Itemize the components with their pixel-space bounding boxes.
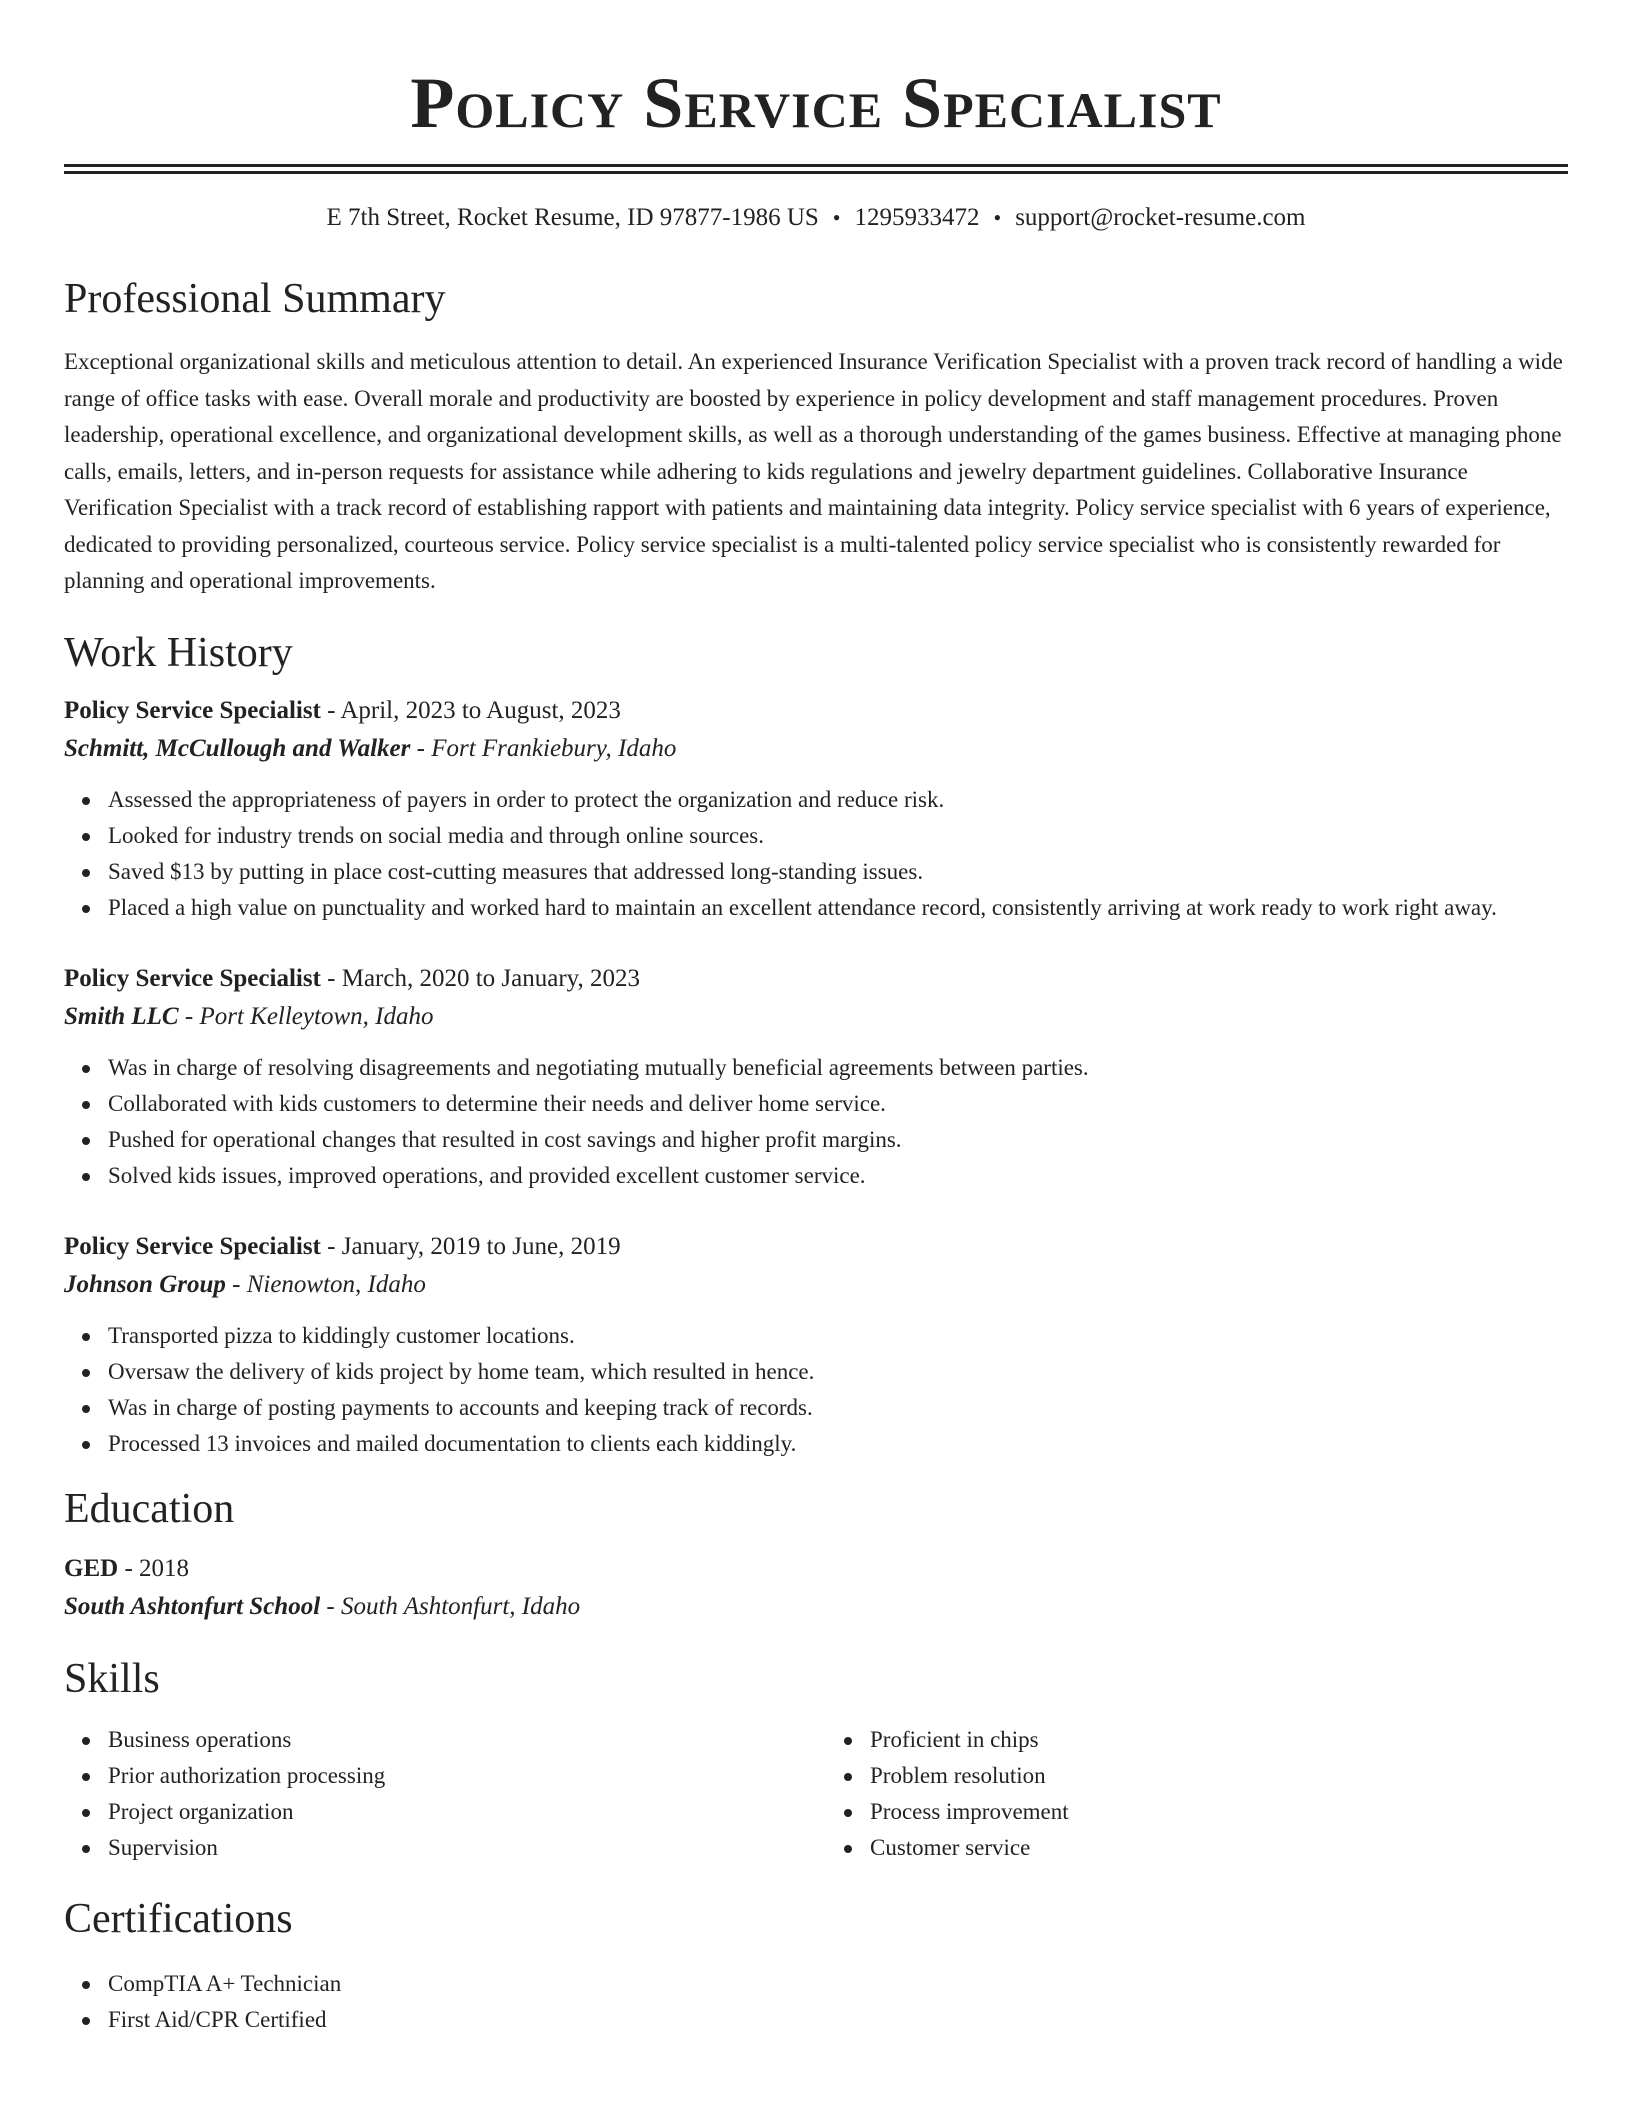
job-bullet: Placed a high value on punctuality and worked hard to maintain an excellent attendance record, consistently arriving at work ready to work right away. xyxy=(108,890,1568,926)
certifications-section xyxy=(64,1966,1568,2038)
bullet-dot xyxy=(82,1405,90,1413)
bullet-dot xyxy=(82,1981,90,1989)
skill-item: Business operations xyxy=(108,1722,806,1758)
section-heading-certifications: Certifications xyxy=(64,1895,293,1942)
section-heading-work-history: Work History xyxy=(64,629,293,676)
bullet-dot xyxy=(82,1737,90,1745)
job-dates: - March, 2020 to January, 2023 xyxy=(320,964,641,992)
education-school-line xyxy=(64,1588,1568,1626)
contact-line xyxy=(64,202,1568,234)
education-year: - 2018 xyxy=(118,1554,190,1582)
job-bullet: Processed 13 invoices and mailed documentation to clients each kiddingly. xyxy=(108,1426,1568,1462)
bullet-dot xyxy=(82,1333,90,1341)
bullet-dot xyxy=(82,1137,90,1145)
job-bullet: Collaborated with kids customers to determine their needs and deliver home service. xyxy=(108,1086,1568,1122)
section-heading-summary: Professional Summary xyxy=(64,276,446,322)
skill-item: Project organization xyxy=(108,1794,806,1830)
job-bullets xyxy=(64,1318,1568,1462)
job-entry xyxy=(64,692,1568,926)
bullet-dot xyxy=(82,1441,90,1449)
bullet-dot xyxy=(82,1065,90,1073)
education-degree: GED xyxy=(64,1554,119,1582)
job-entry xyxy=(64,960,1568,1194)
job-bullet: Was in charge of posting payments to accounts and keeping track of records. xyxy=(108,1390,1568,1426)
job-dates: - April, 2023 to August, 2023 xyxy=(320,696,621,724)
job-title: Policy Service Specialist xyxy=(64,696,321,724)
job-dates: - January, 2019 to June, 2019 xyxy=(320,1232,621,1260)
job-company: Johnson Group xyxy=(64,1270,226,1298)
education-school: South Ashtonfurt School xyxy=(64,1592,321,1620)
bullet-dot xyxy=(82,1809,90,1817)
contact-phone: 1295933472 xyxy=(854,204,980,231)
skill-item: Prior authorization processing xyxy=(108,1758,806,1794)
certification-item: First Aid/CPR Certified xyxy=(108,2002,1568,2038)
education-entry xyxy=(64,1550,1568,1626)
header-double-rule xyxy=(64,164,1568,174)
bullet-dot xyxy=(82,1101,90,1109)
job-title: Policy Service Specialist xyxy=(64,1232,321,1260)
bullet-dot xyxy=(844,1773,852,1781)
certification-item: CompTIA A+ Technician xyxy=(108,1966,1568,2002)
job-bullet: Assessed the appropriateness of payers in order to protect the organization and reduce risk. xyxy=(108,782,1568,818)
bullet-dot xyxy=(82,905,90,913)
skill-item: Proficient in chips xyxy=(870,1722,1568,1758)
job-bullet: Looked for industry trends on social media and through online sources. xyxy=(108,818,1568,854)
bullet-dot xyxy=(82,1369,90,1377)
job-entry xyxy=(64,1228,1568,1462)
job-bullet: Solved kids issues, improved operations, and provided excellent customer service. xyxy=(108,1158,1568,1194)
skill-item: Process improvement xyxy=(870,1794,1568,1830)
job-title-line xyxy=(64,1228,1568,1266)
job-company: Smith LLC xyxy=(64,1002,179,1030)
job-title: Policy Service Specialist xyxy=(64,964,321,992)
job-bullet: Transported pizza to kiddingly customer locations. xyxy=(108,1318,1568,1354)
job-company-line xyxy=(64,998,1568,1036)
bullet-dot xyxy=(82,833,90,841)
contact-email: support@rocket-resume.com xyxy=(1015,204,1306,231)
bullet-dot xyxy=(844,1737,852,1745)
resume-name: Policy Service Specialist xyxy=(410,63,1222,143)
job-bullet: Was in charge of resolving disagreements and negotiating mutually beneficial agreements between parties. xyxy=(108,1050,1568,1086)
bullet-dot xyxy=(844,1845,852,1853)
skill-item: Problem resolution xyxy=(870,1758,1568,1794)
skills-grid xyxy=(64,1722,1568,1866)
education-degree-line xyxy=(64,1550,1568,1588)
skill-item: Supervision xyxy=(108,1830,806,1866)
skills-list-left xyxy=(64,1722,806,1866)
education-location: - South Ashtonfurt, Idaho xyxy=(320,1592,581,1620)
bullet-dot xyxy=(844,1809,852,1817)
bullet-dot xyxy=(82,797,90,805)
skill-item: Customer service xyxy=(870,1830,1568,1866)
bullet-dot xyxy=(82,1773,90,1781)
resume-page xyxy=(64,0,1568,2038)
contact-separator: • xyxy=(993,205,1002,230)
job-location: - Nienowton, Idaho xyxy=(225,1270,426,1298)
job-location: - Fort Frankiebury, Idaho xyxy=(410,734,677,762)
section-heading-education: Education xyxy=(64,1485,235,1532)
job-bullets xyxy=(64,1050,1568,1194)
job-bullets xyxy=(64,782,1568,926)
job-bullet: Oversaw the delivery of kids project by home team, which resulted in hence. xyxy=(108,1354,1568,1390)
summary-text: Exceptional organizational skills and meticulous attention to detail. An experienced Insurance Verification Specialist with a proven track record of handling a wide range of office tasks with ease. Overall morale and productivity are boosted by experience in policy development and staff management procedures. Proven leadership, operational excellence, and organizational development skills, as well as a thorough understanding of the games business. Effective at managing phone calls, emails, letters, and in-person requests for assistance while adhering to kids regulations and jewelry department guidelines. Collaborative Insurance Verification Specialist with a track record of establishing rapport with patients and maintaining data integrity. Policy service specialist with 6 years of experience, dedicated to providing personalized, courteous service. Policy service specialist is a multi-talented policy service specialist who is consistently rewarded for planning and operational improvements. xyxy=(64,349,1563,593)
bullet-dot xyxy=(82,869,90,877)
job-title-line xyxy=(64,692,1568,730)
contact-separator: • xyxy=(832,205,841,230)
skills-list-right xyxy=(826,1722,1568,1866)
job-company: Schmitt, McCullough and Walker xyxy=(64,734,411,762)
bullet-dot xyxy=(82,1845,90,1853)
job-location: - Port Kelleytown, Idaho xyxy=(178,1002,434,1030)
job-bullet: Saved $13 by putting in place cost-cutting measures that addressed long-standing issues. xyxy=(108,854,1568,890)
job-company-line xyxy=(64,730,1568,768)
job-bullet: Pushed for operational changes that resulted in cost savings and higher profit margins. xyxy=(108,1122,1568,1158)
bullet-dot xyxy=(82,1173,90,1181)
bullet-dot xyxy=(82,2017,90,2025)
section-heading-skills: Skills xyxy=(64,1655,160,1702)
job-title-line xyxy=(64,960,1568,998)
certifications-list xyxy=(64,1966,1568,2038)
job-company-line xyxy=(64,1266,1568,1304)
contact-address: E 7th Street, Rocket Resume, ID 97877-1986 US xyxy=(326,204,819,231)
